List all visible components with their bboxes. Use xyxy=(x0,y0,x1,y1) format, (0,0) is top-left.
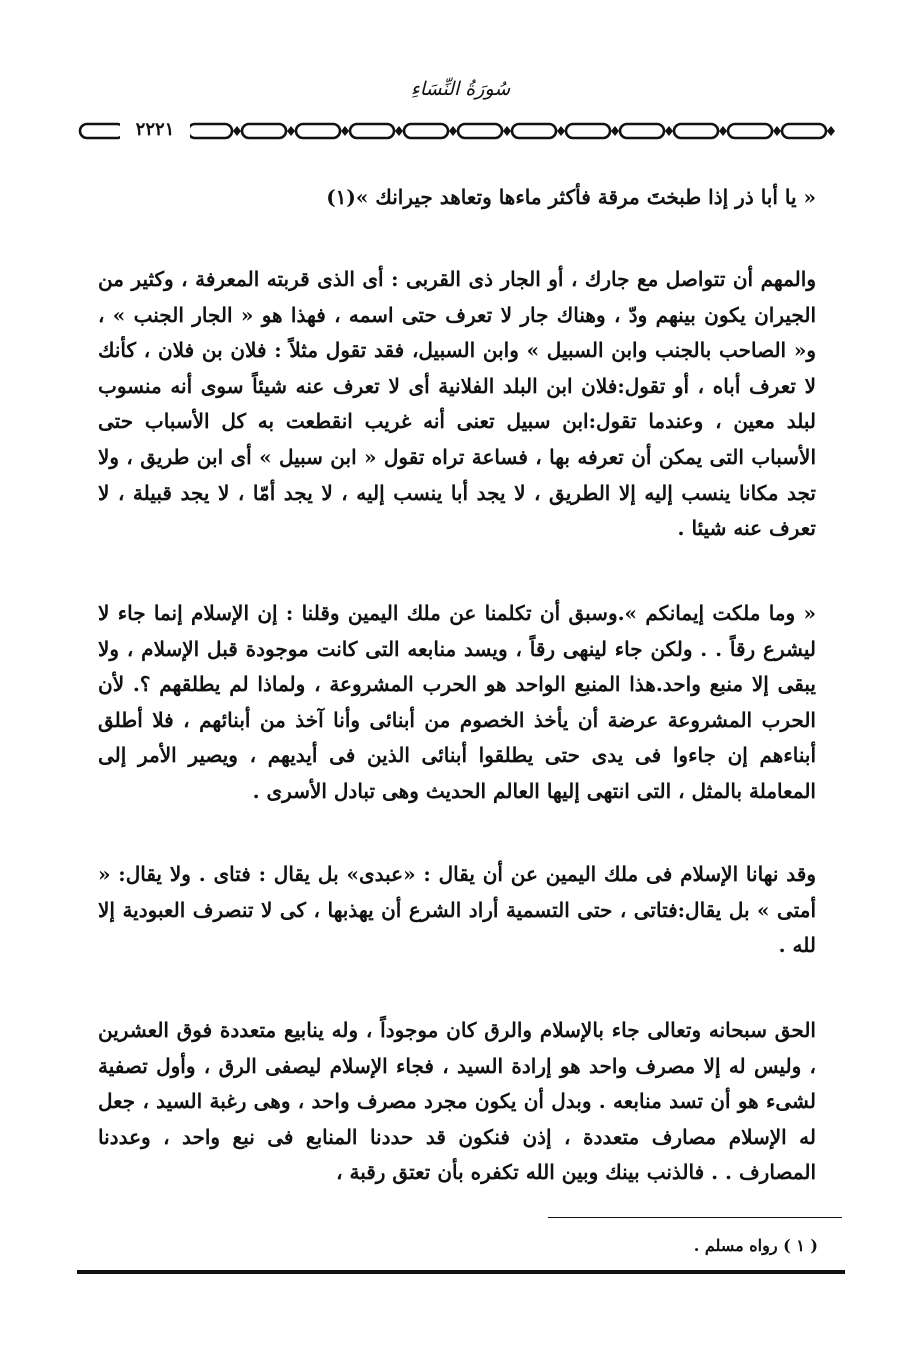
ornament-diamond xyxy=(665,126,673,136)
ornament-link xyxy=(296,124,340,138)
ornament-link xyxy=(80,124,124,138)
ornament-diamond xyxy=(719,126,727,136)
ornament-diamond xyxy=(341,126,349,136)
ornament-diamond xyxy=(611,126,619,136)
ornament-diamond xyxy=(827,126,835,136)
ornament-link xyxy=(566,124,610,138)
paragraph-right-hand-possession: « وما ملكت إيمانكم ».وسبق أن تكلمنا عن ملك اليمين وقلنا : إن الإسلام إنما جاء لا ليشرع رقاً . . ولكن جاء لينهى رقاً ، ويسد منابعه التى كانت موجودة قبل الإسلام ، ولا يبقى إلا منبع واحد.هذا المنبع الواحد هو الحرب المشروعة ، ولماذا لم يطلقهم ؟. لأن الحرب المشروعة عرضة أن يأخذ الخصوم من أبنائى وأنا آخذ من أبنائهم ، فلا أطلق أبناءهم إن جاءوا فى يدى حتى يطلقوا أبنائى الذين فى أيديهم ، ويصير الأمر إلى المعاملة بالمثل ، التى انتهى إليها العالم الحديث وهى تبادل الأسرى . xyxy=(98,601,817,803)
ornament-diamond xyxy=(557,126,565,136)
ornament-link xyxy=(404,124,448,138)
surah-title: سُورَةُ النِّسَاءِ xyxy=(410,78,511,100)
ornament-link xyxy=(188,124,232,138)
ornament-link xyxy=(674,124,718,138)
ornament-link xyxy=(782,124,826,138)
ornament-link xyxy=(350,124,394,138)
ornament-link xyxy=(620,124,664,138)
footnote: ( ١ ) رواه مسلم . xyxy=(693,1236,818,1255)
ornament-diamond xyxy=(287,126,295,136)
ornament-diamond xyxy=(773,126,781,136)
ornament-link xyxy=(728,124,772,138)
ornament-link xyxy=(242,124,286,138)
hadith-quote: « يا أبا ذر إذا طبختَ مرقة فأكثر ماءها وتعاهد جيرانك »(١) xyxy=(326,185,816,209)
paragraph-slavery: الحق سبحانه وتعالى جاء بالإسلام والرق كان موجوداً ، وله ينابيع متعددة فوق العشرين ، وليس له إلا مصرف واحد هو إرادة السيد ، فجاء الإسلام ليصفى الرق ، وأول تصفية لشىء هو أن تسد منابعه . وبدل أن يكون مجرد مصرف واحد ، وهى رغبة السيد ، جعل له الإسلام مصارف متعددة ، إذن فنكون قد حددنا المنابع فى نبع واحد ، وعددنا المصارف . . فالذنب بينك وبين الله تكفره بأن تعتق رقبة ، xyxy=(98,1018,816,1185)
footnote-divider xyxy=(548,1217,842,1218)
ornament-link xyxy=(512,124,556,138)
page-bottom-rule xyxy=(77,1270,845,1274)
ornament-diamond xyxy=(233,126,241,136)
ornament-link xyxy=(458,124,502,138)
page-number: ٢٢٢١ xyxy=(120,118,190,142)
ornament-diamond xyxy=(503,126,511,136)
paragraph-naming: وقد نهانا الإسلام فى ملك اليمين عن أن يقال : «عبدى» بل يقال : فتاى . ولا يقال: « أمتى » بل يقال:فتاتى ، حتى التسمية أراد الشرع أن يهذبها ، كى لا تنصرف العبودية إلا لله . xyxy=(98,862,816,958)
paragraph-neighbor: والمهم أن تتواصل مع جارك ، أو الجار ذى القربى : أى الذى قربته المعرفة ، وكثير من الجيران يكون بينهم ودّ ، وهناك جار لا تعرف حتى اسمه ، فهذا هو « الجار الجنب » ، و« الصاحب بالجنب وابن السبيل » وابن السبيل، فقد تقول مثلاً : فلان بن فلان ، كأنك لا تعرف أباه ، أو تقول:فلان ابن البلد الفلانية أى لا تعرف عنه شيئاً سوى أنه منسوب لبلد معين ، وعندما تقول:ابن سبيل تعنى أنه غريب انقطعت به كل الأسباب حتى الأسباب التى يمكن أن تعرفه بها ، فساعة تراه تقول « ابن سبيل » أى ابن طريق ، ولا تجد مكانا ينسب إليه إلا الطريق ، لا يجد أبا ينسب إليه ، لا يجد أمّا ، لا يجد قبيلة ، لا تعرف عنه شيئا . xyxy=(98,267,816,541)
ornament-diamond xyxy=(449,126,457,136)
ornament-diamond xyxy=(395,126,403,136)
